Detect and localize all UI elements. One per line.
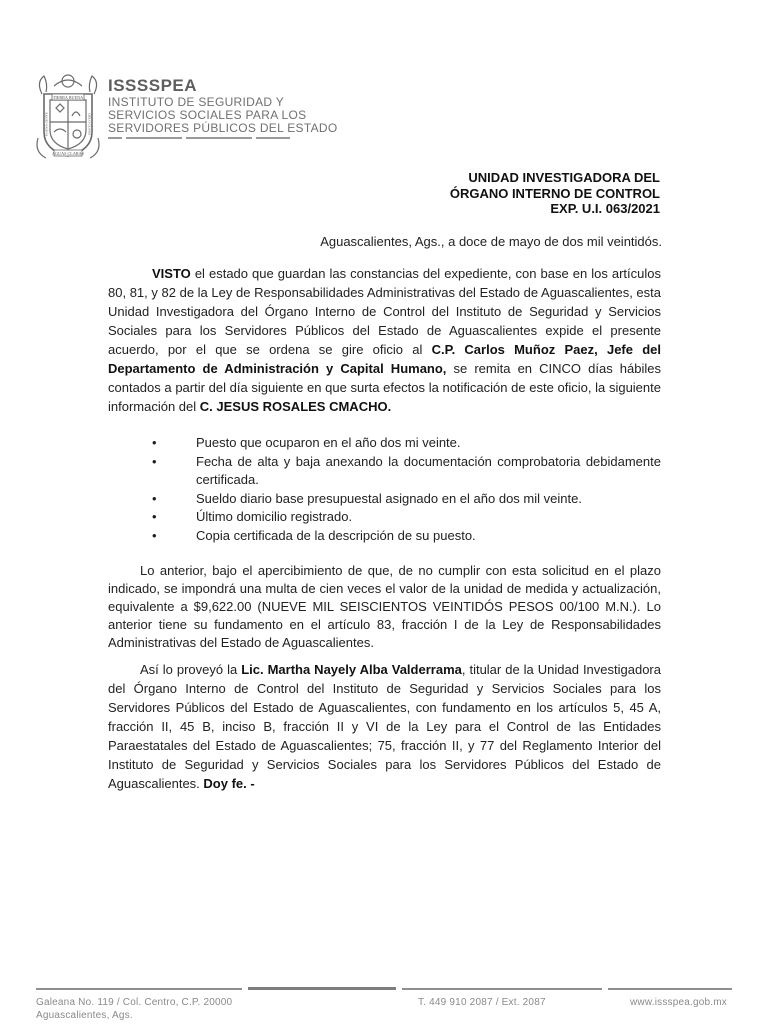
paragraph-visto-text-b: se remita en CINCO días hábiles contados a partir del día siguiente en que surta efectos la notificación de este oficio, la siguiente información del	[108, 361, 661, 414]
org-acronym: ISSSSPEA	[108, 76, 198, 95]
list-item-text: Sueldo diario base presupuestal asignado en el año dos mil veinte.	[196, 490, 582, 506]
subject-name: C. JESUS ROSALES CMACHO.	[199, 399, 392, 414]
list-item-text: Último domicilio registrado.	[196, 509, 353, 524]
org-name-line-1: INSTITUTO DE SEGURIDAD Y	[108, 95, 285, 109]
signatory-name: Lic. Martha Nayely Alba Valderrama	[241, 662, 462, 677]
paragraph-closing	[108, 660, 661, 793]
org-name-line-2: SERVICIOS SOCIALES PARA LOS	[108, 108, 307, 122]
footer-website[interactable]: www.issspea.gob.mx	[630, 997, 727, 1008]
case-number: EXP. U.I. 063/2021	[550, 201, 660, 216]
seal-text-bottom: AGUAS CLARAS	[52, 151, 84, 156]
org-name-line-3: SERVIDORES PÚBLICOS DEL ESTADO	[108, 121, 338, 135]
footer-divider-3	[402, 988, 602, 990]
list-item	[108, 453, 661, 490]
heading-line-2: ÓRGANO INTERNO DE CONTROL	[449, 185, 660, 201]
seal-text-left: BUENA GENTE	[44, 112, 49, 136]
seal-text-top: TIERRA BUENA	[52, 95, 84, 100]
dateline: Aguascalientes, Ags., a doce de mayo de dos mil veintidós.	[320, 234, 662, 249]
attestation: Doy fe. -	[203, 776, 255, 791]
bullet-icon: •	[152, 490, 157, 506]
bullet-icon: •	[152, 435, 157, 450]
official-name: C.P. Carlos Muñoz Paez, Jefe del Departamento de Administración y Capital Humano,	[108, 342, 661, 376]
paragraph-warning	[108, 562, 661, 652]
heading-line-1: UNIDAD INVESTIGADORA DEL	[468, 170, 660, 185]
list-item-text: Copia certificada de la descripción de su puesto.	[196, 527, 476, 543]
list-item	[108, 490, 661, 509]
paragraph-warning-text: Lo anterior, bajo el apercibimiento de que, de no cumplir con esta solicitud en el plazo indicado, se impondrá una multa de cien veces el valor de la unidad de medida y actualización, equivalente a $9,622.00 (NUEVE MIL SEISCIENTOS VEINTIDÓS PESOS 00/100 M.N.). Lo anterior tiene su fundamento en el artículo 83, fracción I de la Ley de Responsabilidades Administrativas del Estado de Aguascalientes.	[108, 563, 661, 650]
state-coat-of-arms-icon	[34, 72, 102, 160]
letterhead-divider-1	[108, 137, 122, 139]
document-heading	[450, 170, 660, 217]
footer-divider-2	[248, 987, 396, 990]
list-item-text: Puesto que ocuparon en el año dos mi veinte.	[196, 435, 461, 450]
list-item	[108, 508, 661, 527]
footer-phone: T. 449 910 2087 / Ext. 2087	[418, 997, 546, 1008]
letterhead-divider-2	[126, 137, 182, 139]
list-item-text: Fecha de alta y baja anexando la documentación comprobatoria debidamente certificada.	[196, 453, 661, 487]
list-item	[108, 434, 661, 453]
list-item	[108, 527, 661, 546]
bullet-icon: •	[152, 509, 157, 524]
footer-divider-4	[608, 988, 732, 990]
bullet-icon: •	[152, 453, 157, 469]
visto-lead: VISTO	[152, 266, 191, 281]
paragraph-closing-text-a: Así lo proveyó la	[140, 662, 242, 677]
paragraph-closing-text-b: , titular de la Unidad Investigadora del Órgano Interno de Control del Instituto de Seguridad y Servicios Sociales para los Servidores Públicos del Estado de Aguascalientes, con fundamento en los artículos 5, 45 A, fracción II, 45 B, inciso B, fracción II y VI de la Ley para el Control de las Entidades Paraestatales del Estado de Aguascalientes; 75, fracción II, y 77 del Reglamento Interior del Instituto de Seguridad y Servicios Sociales para los Servidores Públicos del Estado de Aguascalientes.	[108, 662, 661, 791]
letterhead-divider-4	[256, 137, 290, 139]
footer-divider-1	[36, 988, 242, 990]
footer-address-line-2: Aguascalientes, Ags.	[36, 1010, 133, 1021]
seal-text-right: CIELO CLARO	[87, 112, 92, 136]
bullet-icon: •	[152, 527, 157, 543]
footer-address-line-1: Galeana No. 119 / Col. Centro, C.P. 20000	[36, 997, 233, 1008]
letterhead-divider-3	[186, 137, 252, 139]
paragraph-visto-text-a: el estado que guardan las constancias del expediente, con base en los artículos 80, 81, y 82 de la Ley de Responsabilidades Administrativas del Estado de Aguascalientes, esta Unidad Investigadora del Órgano Interno de Control del Instituto de Seguridad y Servicios Sociales para los Servidores Públicos del Estado de Aguascalientes expide el presente acuerdo, por el que se ordena se gire oficio al	[108, 266, 661, 357]
requested-info-list	[108, 434, 661, 545]
paragraph-visto	[108, 264, 661, 416]
